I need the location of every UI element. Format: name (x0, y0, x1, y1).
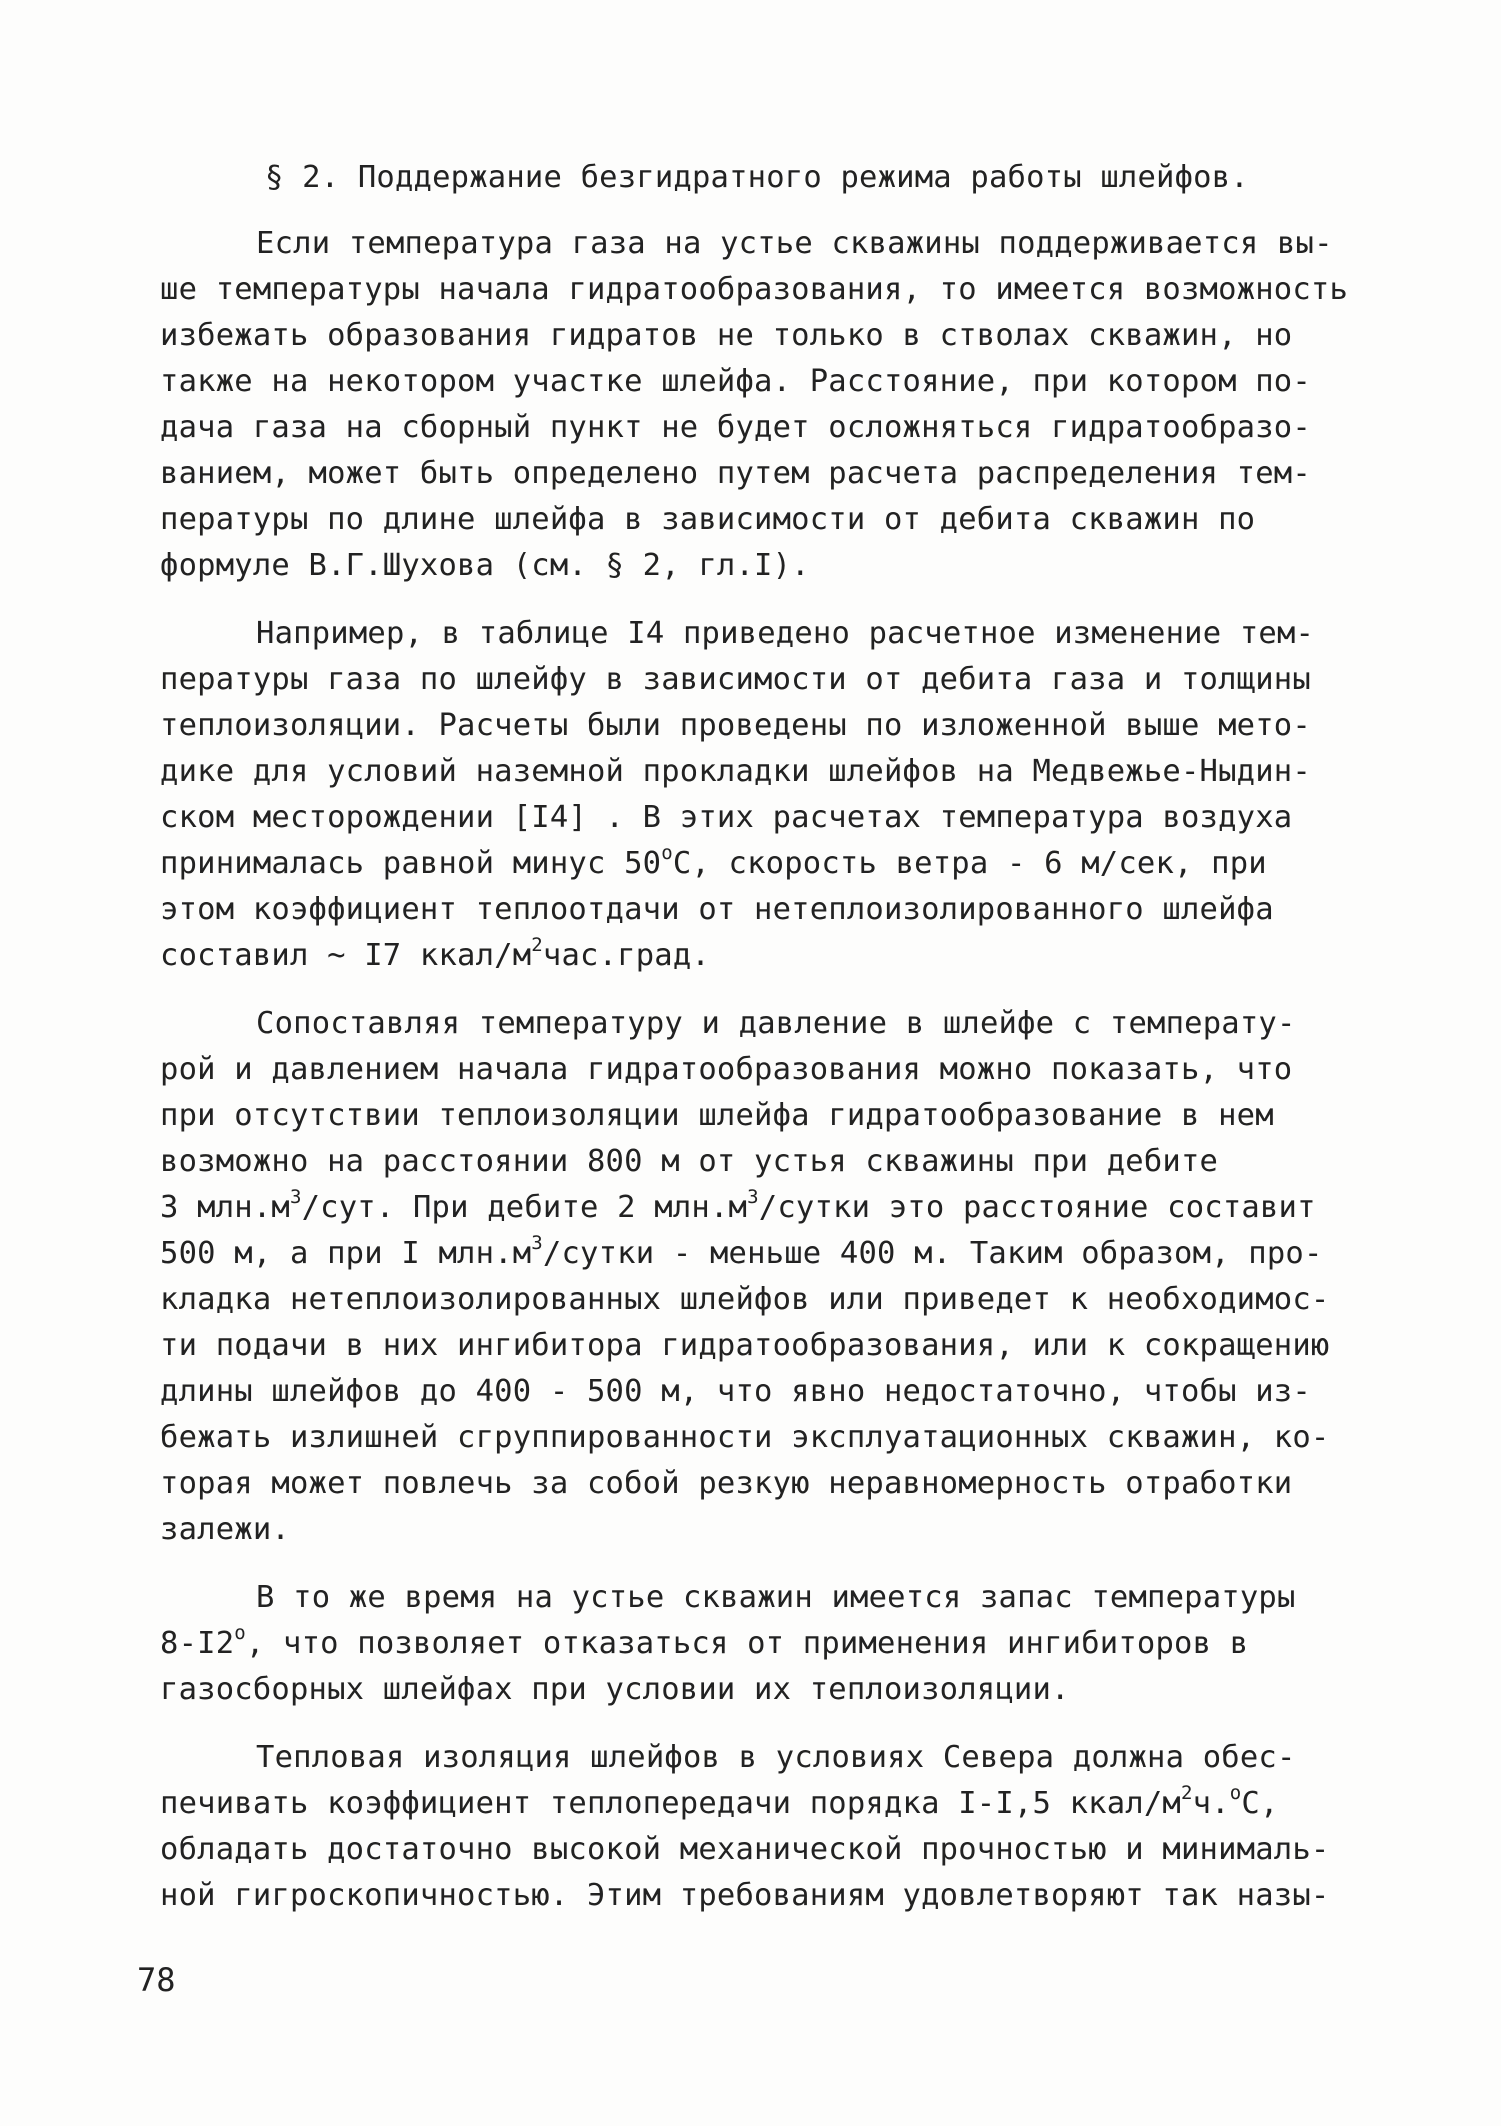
text-fragment: /сутки - меньше 400 м. Таким образом, про- (542, 1236, 1323, 1271)
text-line (160, 1622, 1248, 1666)
text-line: бежать излишней сгруппированности эксплуатационных скважин, ко- (160, 1420, 1330, 1455)
text-fragment: 8-I2 (160, 1626, 235, 1661)
text-line: избежать образования гидратов не только в стволах скважин, но (160, 318, 1293, 353)
text-line: Если температура газа на устье скважины поддерживается вы- (256, 226, 1333, 261)
text-line (160, 1232, 1323, 1276)
superscript: 2 (531, 934, 543, 956)
superscript: о (661, 842, 673, 864)
text-fragment: , что позволяет отказаться от применения ингибиторов в (245, 1626, 1249, 1661)
text-line: возможно на расстоянии 800 м от устья скважины при дебите (160, 1144, 1219, 1179)
text-line: залежи. (160, 1512, 290, 1547)
text-line: ше температуры начала гидратообразования, то имеется возможность (160, 272, 1349, 307)
text-fragment: ч. (1192, 1786, 1230, 1821)
text-line (160, 1186, 1316, 1230)
text-line: ванием, может быть определено путем расчета распределения тем- (160, 456, 1311, 491)
text-line: рой и давлением начала гидратообразования можно показать, что (160, 1052, 1293, 1087)
text-fragment: С, скорость ветра - 6 м/сек, при (672, 846, 1267, 881)
page-number: 78 (137, 1961, 176, 1999)
text-line: при отсутствии теплоизоляции шлейфа гидратообразование в нем (160, 1098, 1274, 1133)
text-line (160, 842, 1267, 886)
text-fragment: час.град. (542, 938, 710, 973)
section-heading: § 2. Поддержание безгидратного режима работы шлейфов. (265, 160, 1249, 195)
superscript: 3 (289, 1186, 302, 1208)
text-line: кладка нетеплоизолированных шлейфов или приведет к необходимос- (160, 1282, 1330, 1317)
text-line: Например, в таблице I4 приведено расчетное изменение тем- (256, 616, 1315, 651)
superscript: 2 (1180, 1782, 1193, 1804)
text-line: пературы по длине шлейфа в зависимости от дебита скважин по (160, 502, 1256, 537)
text-line: Тепловая изоляция шлейфов в условиях Севера должна обес- (256, 1740, 1296, 1775)
text-line: обладать достаточно высокой механической прочностью и минималь- (160, 1832, 1330, 1867)
text-line: торая может повлечь за собой резкую неравномерность отработки (160, 1466, 1293, 1501)
superscript: 3 (747, 1186, 759, 1208)
superscript: о (1229, 1782, 1242, 1804)
text-line: В то же время на устье скважин имеется запас температуры (256, 1580, 1296, 1615)
text-line: дача газа на сборный пункт не будет осложняться гидратообразо- (160, 410, 1311, 445)
text-line: пературы газа по шлейфу в зависимости от дебита газа и толщины (160, 662, 1311, 697)
text-line: этом коэффициент теплоотдачи от нетеплоизолированного шлейфа (160, 892, 1274, 927)
text-fragment: С, (1241, 1786, 1279, 1821)
text-fragment: 500 м, а при I млн.м (160, 1236, 532, 1271)
text-fragment: печивать коэффициент теплопередачи порядка I-I,5 ккал/м (160, 1786, 1181, 1821)
superscript: 3 (531, 1232, 543, 1254)
text-line: Сопоставляя температуру и давление в шлейфе с температу- (256, 1006, 1296, 1041)
text-line (160, 934, 710, 978)
text-line: дике для условий наземной прокладки шлейфов на Медвежье-Ныдин- (160, 754, 1311, 789)
text-line: ти подачи в них ингибитора гидратообразования, или к сокращению (160, 1328, 1330, 1363)
text-line: длины шлейфов до 400 - 500 м, что явно недостаточно, чтобы из- (160, 1374, 1311, 1409)
text-line: ной гигроскопичностью. Этим требованиям удовлетворяют так назы- (160, 1878, 1330, 1913)
superscript: о (234, 1622, 246, 1644)
text-line: также на некотором участке шлейфа. Расстояние, при котором по- (160, 364, 1311, 399)
text-fragment: составил ~ I7 ккал/м (160, 938, 532, 973)
text-line: теплоизоляции. Расчеты были проведены по изложенной выше мето- (160, 708, 1311, 743)
text-line: формуле В.Г.Шухова (см. § 2, гл.I). (160, 548, 810, 583)
text-fragment: /сут. При дебите 2 млн.м (301, 1190, 748, 1225)
text-fragment: 3 млн.м (160, 1190, 290, 1225)
text-line (160, 1782, 1279, 1826)
text-line: газосборных шлейфах при условии их теплоизоляции. (160, 1672, 1070, 1707)
text-line: ском месторождении [I4] . В этих расчетах температура воздуха (160, 800, 1293, 835)
text-fragment: /сутки это расстояние составит (758, 1190, 1316, 1225)
text-fragment: принималась равной минус 50 (160, 846, 662, 881)
